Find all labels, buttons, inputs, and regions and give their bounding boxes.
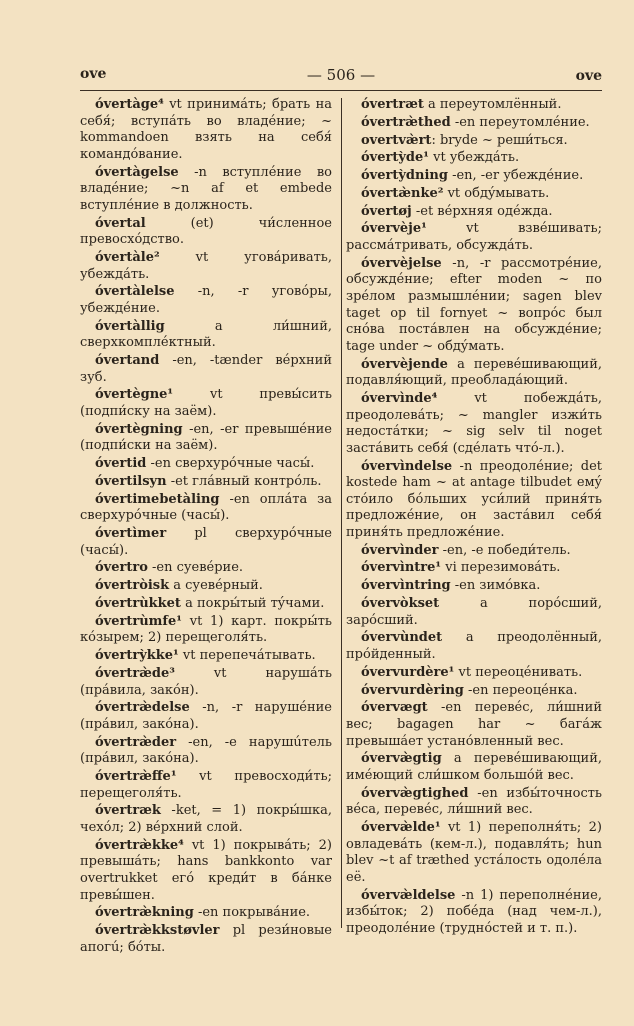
dictionary-entry	[346, 888, 602, 938]
definition: vt обдýмывать.	[443, 185, 550, 201]
dictionary-entry	[80, 474, 332, 491]
definition: -n, -r рассмотрéние, обсуждéние; efter moden ~ по зрéлом размышлéнии; sagen blev taget op til fornyet ~ вопрóс был снóва постáвлен на обсуждéние; tage under ~ обдýмать.	[346, 255, 602, 354]
headword: óvertid	[95, 456, 147, 472]
dictionary-entry	[80, 648, 332, 665]
definition: vi перезимовáть.	[441, 560, 561, 576]
definition: -en, -e победи́тель.	[438, 542, 571, 558]
headword: óvertilsyn	[95, 473, 167, 489]
dictionary-entry	[80, 614, 332, 647]
definition: -en переутомлéние.	[450, 114, 590, 130]
headword: óvertègne¹	[95, 387, 174, 403]
definition: vt 1) переполня́ть; 2) овладевáть (кем-л.), подавля́ть; hun blev ~t af træthed устáлость одолéла её.	[346, 820, 602, 885]
headword: óvertræk	[95, 803, 161, 819]
dictionary-entry	[80, 578, 332, 595]
headword: óvervèjelse	[361, 255, 442, 271]
dictionary-entry	[346, 820, 602, 886]
dictionary-entry	[346, 357, 602, 390]
definition: -en, -er убеждéние.	[447, 168, 584, 184]
headword: óvertræ̀de³	[95, 665, 175, 681]
dictionary-entry	[346, 543, 602, 560]
definition: vt побеждáть, преодолевáть; ~ mangler изжи́ть недостáтки; ~ sig selv til noget застáвить себя́ (сдéлать чтó-л.).	[346, 390, 602, 456]
headword: óvervùndet	[361, 630, 443, 646]
dictionary-entry	[346, 256, 602, 356]
headword: óvertàle²	[95, 249, 160, 265]
definition: vt убеждáть.	[428, 150, 520, 166]
headword: óvervæ̀ldelse	[361, 887, 456, 903]
headword: óvertand	[95, 353, 160, 369]
definition: a преодолённый, прóйденный.	[346, 630, 602, 662]
headword: óvervæ̀gtig	[361, 751, 442, 767]
dictionary-entry	[80, 165, 332, 215]
dictionary-entry	[346, 665, 602, 682]
definition: (et) чи́сленное превосхóдство.	[80, 215, 332, 248]
dictionary-entry	[346, 578, 602, 595]
headword: óvervægt	[361, 700, 428, 716]
definition: : bryde ~ реши́ться.	[431, 132, 568, 148]
right-column	[346, 97, 602, 939]
definition: a перевéшивающий, подавля́ющий, преобладáющий.	[346, 356, 602, 389]
definition: vt уговáривать, убеждáть.	[80, 249, 332, 282]
header-right-guide-word: ove	[575, 68, 602, 84]
definition: pl сверхурóчные (часы́).	[80, 526, 332, 558]
dictionary-entry	[80, 803, 332, 836]
dictionary-entry	[346, 459, 602, 542]
headword: óvertỳde¹	[361, 150, 429, 166]
headword: óvervìnder	[361, 542, 439, 558]
definition: vt переоцéнивать.	[454, 664, 583, 680]
headword: óvervìntring	[361, 578, 451, 594]
definition: -n вступлéние во владéние; ~n af et embede вступлéние в должность.	[80, 164, 332, 213]
headword: óvertræ̀thed	[361, 114, 451, 130]
header-left-guide-word: ove	[80, 66, 107, 82]
definition: a покры́тый тýчами.	[180, 596, 325, 612]
definition: -n, -r нарушéние (прáвил, закóна).	[80, 700, 332, 732]
dictionary-entry	[80, 923, 332, 956]
definition: vt принимáть; брать на себя́; вступáть во владéние; ~ kommandoen взять на себя́ командóвание.	[80, 97, 332, 162]
dictionary-entry	[346, 150, 602, 167]
headword: óvertræt	[361, 97, 424, 112]
definition: vt превосходи́ть; перещеголя́ть.	[80, 769, 332, 801]
dictionary-entry	[346, 683, 602, 700]
headword: óvertimebetàling	[95, 491, 220, 507]
definition: -n, -r уговóры, убеждéние.	[80, 284, 332, 316]
dictionary-entry	[80, 526, 332, 559]
dictionary-entry	[346, 221, 602, 254]
headword: óvervìntre¹	[361, 560, 442, 576]
definition: -en оплáта за сверхурóчные (часы́).	[80, 491, 332, 524]
dictionary-entry	[80, 905, 332, 922]
headword: overtvæ̀rt	[361, 132, 432, 148]
headword: óvervìndelse	[361, 458, 453, 474]
headword: óvertìmer	[95, 526, 167, 542]
dictionary-entry	[346, 560, 602, 577]
dictionary-entry	[80, 596, 332, 613]
dictionary-entry	[80, 838, 332, 904]
page-header	[80, 66, 602, 90]
dictionary-entry	[80, 319, 332, 352]
dictionary-entry	[80, 97, 332, 163]
definition: a ли́шний, сверхкомплéктный.	[80, 318, 332, 351]
dictionary-entry	[346, 700, 602, 750]
headword: óvertøj	[361, 203, 412, 219]
dictionary-entry	[346, 186, 602, 203]
dictionary-entry	[346, 133, 602, 150]
dictionary-entry	[346, 751, 602, 784]
headword: óvertræ̀kke⁴	[95, 837, 184, 853]
dictionary-entry	[80, 387, 332, 420]
headword: óvertal	[95, 215, 146, 231]
dictionary-entry	[346, 115, 602, 132]
definition: a суевéрный.	[169, 578, 263, 594]
headword: óvertro	[95, 560, 148, 576]
headword: óvertræ̀kkstøvler	[95, 923, 220, 939]
dictionary-entry	[346, 596, 602, 629]
dictionary-entry	[346, 786, 602, 819]
headword: óvervurdèring	[361, 682, 464, 698]
definition: vt нарушáть (прáвила, закóн).	[80, 665, 332, 698]
column-divider	[341, 98, 342, 928]
header-rule	[80, 90, 602, 91]
definition: -n 1) переполнéние, избы́ток; 2) побéда (над чем-л.), преодолéние (труднóстей и т. п.).	[346, 887, 602, 936]
headword: óvertỳdning	[361, 168, 448, 184]
dictionary-entry	[80, 666, 332, 699]
definition: vt превы́сить (подпи́ску на заём).	[80, 387, 332, 419]
headword: óvertæ̀nke²	[361, 185, 444, 201]
dictionary-entry	[80, 700, 332, 733]
dictionary-entry	[80, 422, 332, 455]
definition: vt 1) покрывáть; 2) превышáть; hans bankkonto var overtrukket егó креди́т в бáнке превы́шен.	[80, 837, 332, 903]
headword: óvertròisk	[95, 578, 170, 594]
headword: óvertrùmfe¹	[95, 613, 182, 629]
headword: óvertræ̀delse	[95, 700, 190, 716]
dictionary-entry	[80, 353, 332, 386]
definition: -n преодолéние; det kostede ham ~ at antage tilbudet емý стóило бóльших уси́лий приня́ть предложéние, он застáвил себя́ приня́ть предложéние.	[346, 458, 602, 540]
headword: óvervæ̀gtighed	[361, 785, 469, 801]
definition: pl рези́новые апогú; бóты.	[80, 923, 332, 955]
headword: óvertrùkket	[95, 596, 181, 612]
dictionary-entry	[80, 769, 332, 802]
definition: a перевéшивающий, имéющий сли́шком большóй вес.	[346, 751, 602, 783]
headword: óvertàge⁴	[95, 97, 164, 112]
definition: vt перепечáтывать.	[178, 648, 316, 664]
headword: óvervurdère¹	[361, 664, 455, 680]
dictionary-entry	[80, 492, 332, 525]
headword: óvertræ̀der	[95, 734, 177, 750]
headword: óvervèje¹	[361, 221, 427, 237]
headword: óvertrỳkke¹	[95, 648, 179, 664]
definition: -en, -e нарушúтель (прáвил, закóна).	[80, 734, 332, 767]
definition: -en переоцéнка.	[463, 682, 578, 698]
dictionary-entry	[346, 204, 602, 221]
definition: -et глáвный контрóль.	[166, 473, 322, 489]
dictionary-entry	[346, 168, 602, 185]
definition: -en перевéс, ли́шний вес; bagagen har ~ багáж превышáет устанóвленный вес.	[346, 700, 602, 749]
dictionary-entry	[346, 97, 602, 114]
dictionary-entry	[80, 735, 332, 768]
headword: óvertræ̀ffe¹	[95, 769, 177, 785]
dictionary-entry	[80, 560, 332, 577]
dictionary-entry	[80, 250, 332, 283]
definition: -en суевéрие.	[147, 560, 244, 576]
definition: a порóсший, зарóсший.	[346, 596, 602, 628]
definition: -en, -tænder вéрхний зуб.	[80, 353, 332, 385]
headword: óvervæ̀lde¹	[361, 820, 441, 836]
dictionary-entry	[80, 284, 332, 317]
definition: -en, -er превышéние (подпи́ски на заём).	[80, 421, 332, 454]
dictionary-entry	[346, 391, 602, 457]
definition: -et вéрхняя одéжда.	[411, 203, 553, 219]
headword: óvertræ̀kning	[95, 905, 194, 921]
definition: a переутомлённый.	[423, 97, 562, 112]
dictionary-entry	[80, 456, 332, 473]
definition: -en избы́точность вéса, перевéс, ли́шний вес.	[346, 785, 602, 818]
left-column	[80, 97, 332, 958]
definition: -en сверхурóчные часы́.	[146, 456, 315, 472]
headword: óvervòkset	[361, 596, 440, 612]
definition: -en покрывáние.	[193, 905, 311, 921]
headword: óvertàlelse	[95, 284, 175, 300]
definition: vt 1) карт. покры́ть кóзырем; 2) перещеголя́ть.	[80, 613, 332, 646]
dictionary-entry	[80, 216, 332, 249]
headword: óvervìnde⁴	[361, 390, 438, 406]
headword: óvertègning	[95, 421, 183, 437]
page-number: — 506 —	[306, 66, 376, 84]
headword: óvervèjende	[361, 356, 448, 372]
definition: -ket, = 1) покры́шка, чехóл; 2) вéрхний слой.	[80, 803, 332, 836]
definition: -en зимóвка.	[450, 578, 541, 594]
definition: vt взвéшивать; рассмáтривать, обсуждáть.	[346, 221, 602, 254]
headword: óvertàllig	[95, 318, 165, 334]
headword: óvertàgelse	[95, 164, 179, 180]
dictionary-entry	[346, 630, 602, 663]
